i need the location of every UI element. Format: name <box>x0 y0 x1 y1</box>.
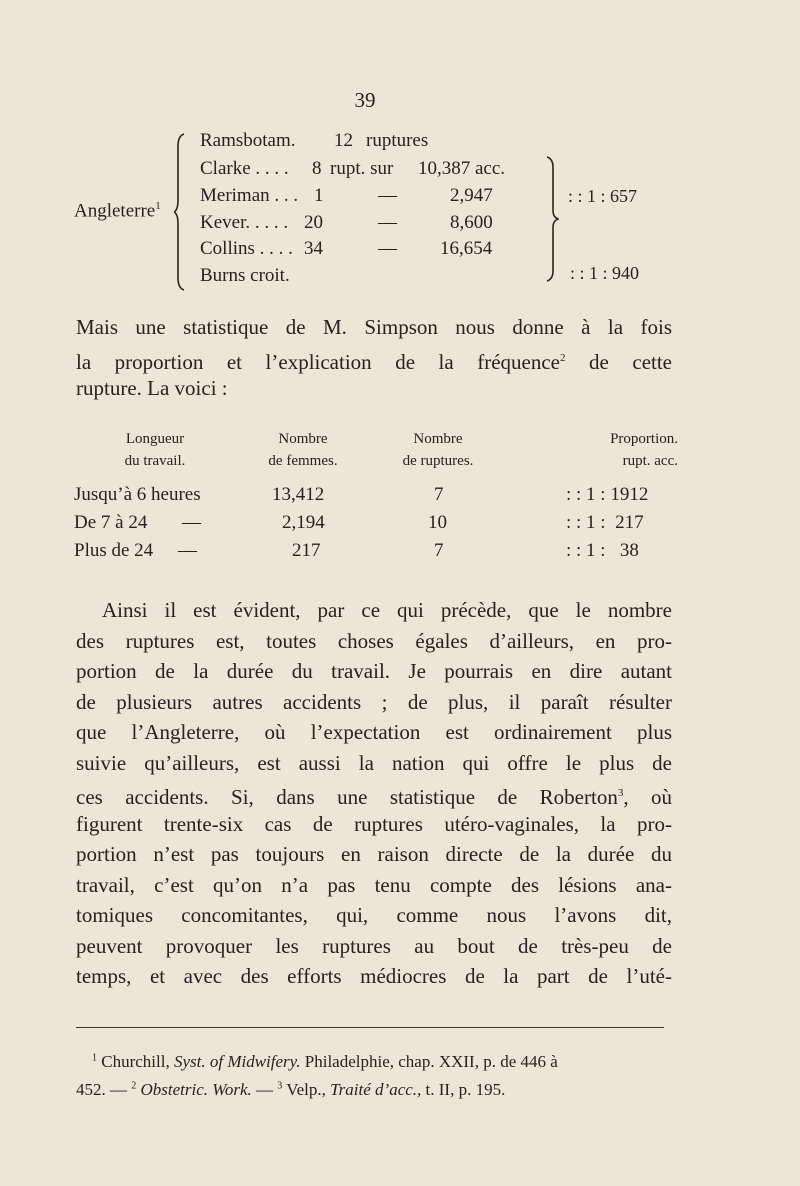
table-cell-duration: Plus de 24 <box>74 540 154 561</box>
footnote-divider <box>76 1027 664 1028</box>
table-cell-women: 217 <box>292 540 321 561</box>
table-cell-ruptures: 10 <box>428 512 447 533</box>
page-number: 39 <box>354 88 376 112</box>
table-cell-ruptures: 7 <box>434 540 444 561</box>
left-brace-icon <box>174 132 186 292</box>
table-header: Longueur du travail. <box>124 431 186 469</box>
footnote-ref: 3 <box>617 787 624 799</box>
table-cell-ruptures: 7 <box>434 484 444 505</box>
table-cell-proportion: : : 1 : 217 <box>566 512 644 533</box>
table-cell-duration: De 7 à 24 <box>74 512 148 533</box>
table-header: Nombre de ruptures. <box>402 431 474 469</box>
ratio-burns: : : 1 : 940 <box>570 263 640 283</box>
table-header: Nombre de femmes. <box>268 431 338 469</box>
right-brace-icon <box>545 155 559 283</box>
ratio-group: : : 1 : 657 <box>568 186 638 206</box>
table-header: Proportion. rupt. acc. <box>610 431 678 469</box>
table-cell-women: 2,194 <box>282 512 325 533</box>
footnote-1: $^1$ Churchill, Syst. of Midwifery. Philadelphie, chap. XXII, p. de 446 à <box>92 1052 558 1071</box>
table-cell-dash: — <box>182 512 201 533</box>
country-label: Angleterre$^1$ <box>74 200 161 222</box>
footnote-2-3: 452. — $^2$ Obstetric. Work. — $^3$ Velp., Traité d’acc., t. II, p. 195. <box>76 1080 506 1099</box>
book-page: 39 Angleterre$^1$ Ramsbotam. 12 ruptures Clarke . . . . 8 rupt. sur 10,387 acc. Meriman . . . 1 — 2,947 Kever. . . . . 20 — 8,600 Collins . . . . 34 — 16,654 Burns croit. : : 1 : 657 : : 1 : 940 Mais une statistique de M. Simpson nous donne à la fois la proportion et l’explication de la fréquence$^2$ de cette rupture. La voici : Longueur du travail. Nombre de femmes. Nombre de ruptures. Proportion. rupt. acc. Jusqu’à 6 heures 13,412 7 : : 1 : 1912 De 7 à 24 — 2,194 10 : : 1 : 217 Plus de 24 — 217 7 : : 1 : 38 Ainsi il est évident, par ce qui précède, que le nombre des ruptures est, toutes choses égales d’ailleurs, en pro- portion de la durée du travail. Je pourrais en dire autant de plusieurs autres accidents ; de plus, il paraît résulter que l’Angleterre, où l’expectation est ordinairement plus suivie qu’ailleurs, est aussi la nation qui offre le plus de ces accidents. Si, dans une statistique de Roberton$^3$, où figurent trente-six cas de ruptures utéro-vaginales, la pro- portion n’est pas toujours en raison directe de la durée du travail, c’est qu’on n’a pas tenu compte des lésions ana- tomiques concomitantes, qui, comme nous l’avons dit, peuvent provoquer les ruptures au bout de très-peu de temps, et avec des efforts médiocres de la part de l’uté- $^1$ Churchill, Syst. of Midwifery. Philadelphie, chap. XXII, p. de 446 à 452. — $^2$ Obstetric. Work. — $^3$ Velp., Traité d’acc., t. II, p. 195. <box>0 0 800 1186</box>
footnote-ref: 1 <box>155 200 161 212</box>
table-cell-proportion: : : 1 : 1912 <box>566 484 649 505</box>
table-cell-proportion: : : 1 : 38 <box>566 540 639 561</box>
table-cell-women: 13,412 <box>272 484 325 505</box>
paragraph-intro: Mais une statistique de M. Simpson nous donne à la fois la proportion et l’explication de la fréquence$^2$ de cette rupture. La voici : <box>76 315 673 400</box>
table-cell-dash: — <box>178 540 197 561</box>
footnote-ref: 2 <box>560 351 566 364</box>
paragraph-main: Ainsi il est évident, par ce qui précède, que le nombre des ruptures est, toutes choses égales d’ailleurs, en pro- portion de la durée du travail. Je pourrais en dire autant de plusieurs autres accidents ; de plus, il paraît résulter que l’Angleterre, où l’expectation est ordinairement plus suivie qu’ailleurs, est aussi la nation qui offre le plus de ces accidents. Si, dans une statistique de Roberton$^3$, où figurent trente-six cas de ruptures utéro-vaginales, la pro- portion n’est pas toujours en raison directe de la durée du travail, c’est qu’on n’a pas tenu compte des lésions ana- tomiques concomitantes, qui, comme nous l’avons dit, peuvent provoquer les ruptures au bout de très-peu de temps, et avec des efforts médiocres de la part de l’uté- <box>76 598 672 988</box>
table-cell-duration: Jusqu’à 6 heures <box>74 484 201 505</box>
